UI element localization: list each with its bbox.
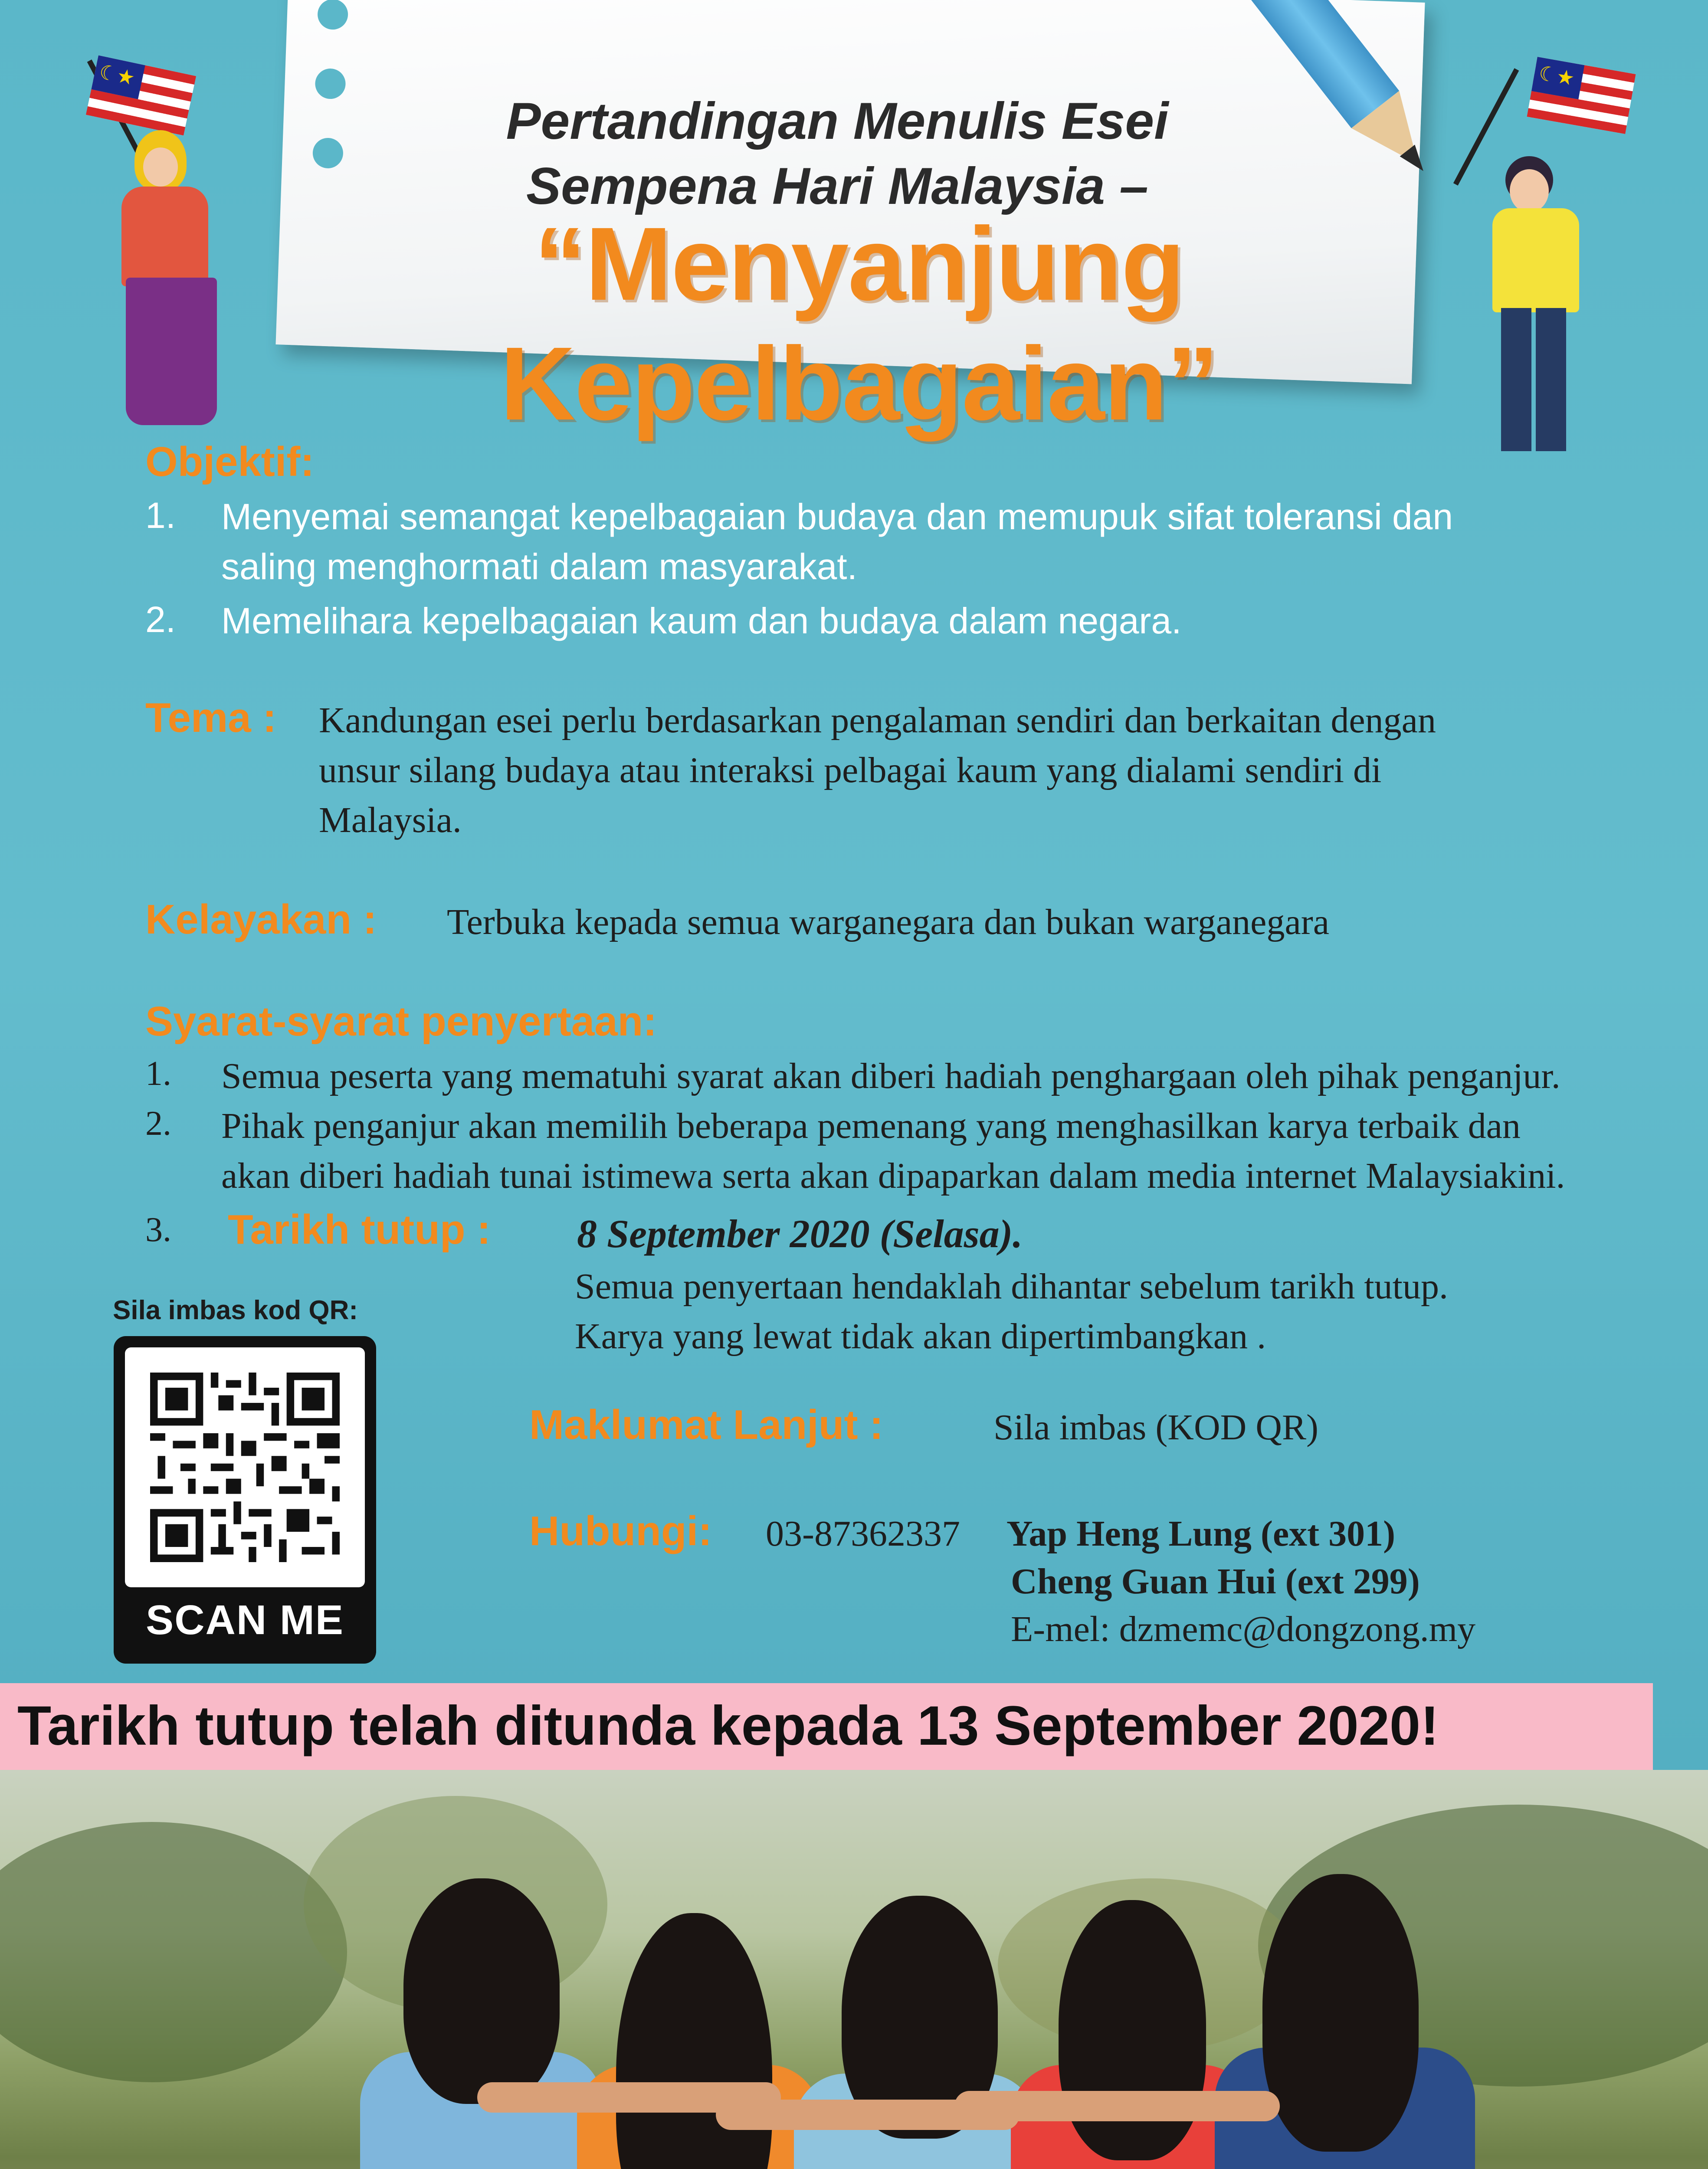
qr-code-icon [150,1373,340,1562]
maklumat-heading: Maklumat Lanjut : [529,1402,884,1448]
hubungi-contact-2: Cheng Guan Hui (ext 299) [1011,1561,1420,1602]
tarikh-tutup-note: Semua penyertaan hendaklah dihantar sebelum tarikh tutup. [575,1266,1449,1307]
header-line-2: Sempena Hari Malaysia – [526,157,1149,215]
objektif-heading: Objektif: [145,439,315,485]
scan-me-label: SCAN ME [146,1597,344,1643]
syarat-item-text-cont: akan diberi hadiah tunai istimewa serta akan dipaparkan dalam media internet Malaysiakini. [221,1156,1565,1196]
extension-banner-text: Tarikh tutup telah ditunda kepada 13 September 2020! [17,1695,1439,1757]
qr-code-card[interactable] [114,1336,376,1664]
objektif-item-text: Menyemai semangat kepelbagaian budaya dan memupuk sifat toleransi dan [221,496,1453,537]
syarat-item-number: 3. [145,1211,171,1249]
maklumat-text: Sila imbas (KOD QR) [993,1407,1318,1448]
objektif-item-number: 2. [145,599,176,640]
kelayakan-heading: Kelayakan : [145,896,377,943]
syarat-item-number: 2. [145,1104,171,1143]
tarikh-tutup-label: Tarikh tutup : [228,1206,491,1253]
objektif-item-text-cont: saling menghormati dalam masyarakat. [221,546,857,587]
tema-text-line: Malaysia. [319,800,462,840]
syarat-item-number: 1. [145,1055,171,1093]
hubungi-email[interactable]: E-mel: dzmemc@dongzong.my [1011,1609,1476,1649]
paper-hole [315,68,346,99]
syarat-heading: Syarat-syarat penyertaan: [145,998,657,1045]
malaysia-flag-icon [1527,57,1636,134]
page-title: “Menyanjung Kepelbagaian” [500,206,1218,442]
paper-hole [317,0,348,30]
children-photo [0,1770,1708,2169]
tarikh-tutup-note-cont: Karya yang lewat tidak akan dipertimbangkan . [575,1316,1266,1356]
malaysia-flag-icon [86,56,196,136]
kelayakan-text: Terbuka kepada semua warganegara dan bukan warganegara [447,902,1330,942]
hubungi-heading: Hubungi: [529,1508,712,1554]
hubungi-contact-1: Yap Heng Lung (ext 301) [1006,1514,1396,1554]
objektif-item-text: Memelihara kepelbagaian kaum dan budaya dalam negara. [221,600,1182,641]
syarat-item-text: Semua peserta yang mematuhi syarat akan diberi hadiah penghargaan oleh pihak penganjur. [221,1056,1560,1096]
header-line-1: Pertandingan Menulis Esei [506,92,1169,150]
tarikh-tutup-date: 8 September 2020 (Selasa) [577,1212,1013,1256]
qr-label: Sila imbas kod QR: [113,1295,358,1325]
tema-text-line: unsur silang budaya atau interaksi pelbagai kaum yang dialami sendiri di [319,750,1382,790]
tema-heading: Tema : [145,695,277,741]
hubungi-phone[interactable]: 03-87362337 [766,1514,960,1554]
tarikh-tutup-period: . [1013,1212,1023,1256]
objektif-item-number: 1. [145,495,176,536]
tema-text-line: Kandungan esei perlu berdasarkan pengalaman sendiri dan berkaitan dengan [319,700,1436,740]
paper-hole [312,138,344,169]
syarat-item-text: Pihak penganjur akan memilih beberapa pemenang yang menghasilkan karya terbaik dan [221,1106,1521,1146]
qr-code-frame [125,1347,365,1587]
